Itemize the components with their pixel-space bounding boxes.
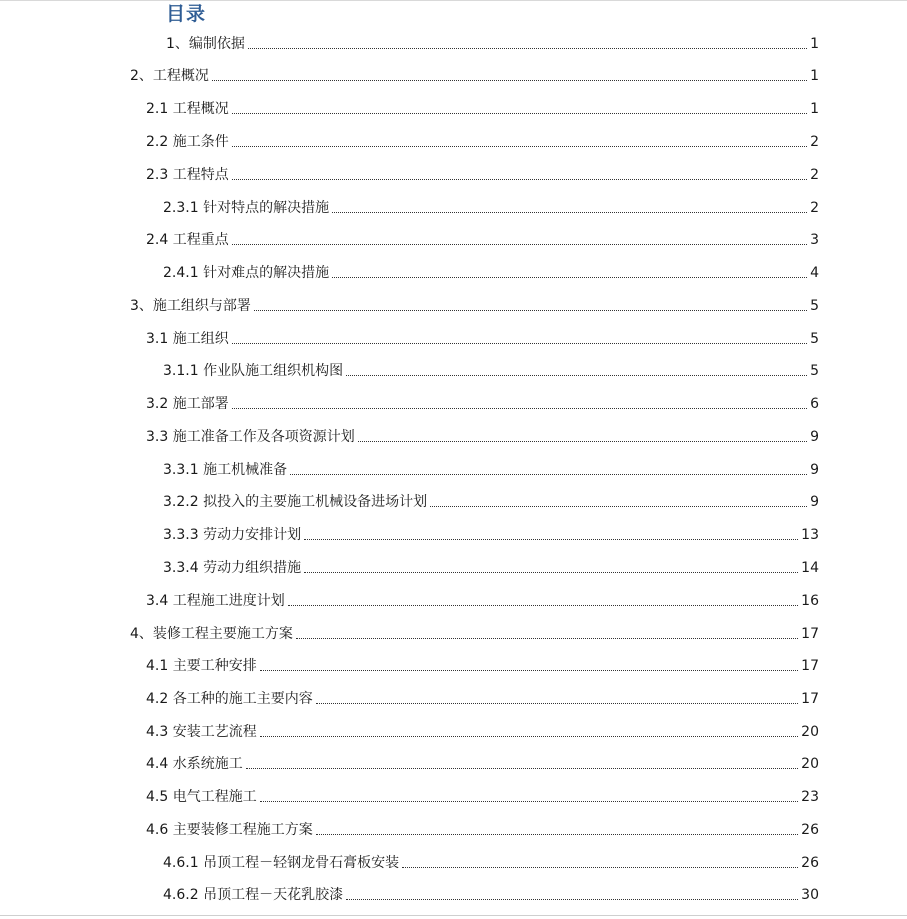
toc-entry[interactable] <box>166 33 819 53</box>
toc-entry-label: 2.3.1 针对特点的解决措施 <box>163 200 330 216</box>
toc-entry-page: 9 <box>810 494 819 510</box>
toc-entry-label: 3、施工组织与部署 <box>130 298 251 314</box>
toc-entry-page: 2 <box>810 134 819 150</box>
dot-leader <box>288 605 798 606</box>
toc-entry-page: 26 <box>801 855 819 871</box>
toc-entry-label: 4.3 安装工艺流程 <box>146 724 257 740</box>
dot-leader <box>316 703 798 704</box>
toc-entry-page: 2 <box>810 200 819 216</box>
toc-entry[interactable] <box>163 884 819 904</box>
toc-entry-page: 26 <box>801 822 819 838</box>
dot-leader <box>304 539 798 540</box>
toc-entry-page: 9 <box>810 429 819 445</box>
toc-entry-label: 3.3.3 劳动力安排计划 <box>163 527 302 543</box>
toc-entry-page: 17 <box>801 626 819 642</box>
toc-entry[interactable] <box>146 688 819 708</box>
dot-leader <box>232 343 807 344</box>
toc-entry[interactable] <box>130 295 819 315</box>
dot-leader <box>332 277 807 278</box>
dot-leader <box>290 474 807 475</box>
toc-entry-label: 3.3.4 劳动力组织措施 <box>163 560 302 576</box>
dot-leader <box>260 801 798 802</box>
toc-entry-label: 4.4 水系统施工 <box>146 756 243 772</box>
toc-entry-label: 4.6 主要装修工程施工方案 <box>146 822 313 838</box>
dot-leader <box>254 310 807 311</box>
toc-entry-page: 17 <box>801 691 819 707</box>
toc-entry-page: 16 <box>801 593 819 609</box>
toc-entry-label: 4、装修工程主要施工方案 <box>130 626 293 642</box>
toc-entry-label: 2.3 工程特点 <box>146 167 229 183</box>
toc-entry-page: 30 <box>801 887 819 903</box>
toc-entry[interactable] <box>163 557 819 577</box>
toc-entry[interactable] <box>146 590 819 610</box>
toc-entry-label: 3.2.2 拟投入的主要施工机械设备进场计划 <box>163 494 428 510</box>
dot-leader <box>232 408 807 409</box>
dot-leader <box>246 768 798 769</box>
dot-leader <box>232 244 807 245</box>
toc-entry-page: 5 <box>810 298 819 314</box>
toc-entry-label: 4.5 电气工程施工 <box>146 789 257 805</box>
toc-entry-page: 1 <box>810 68 819 84</box>
dot-leader <box>212 80 807 81</box>
dot-leader <box>332 212 807 213</box>
toc-entry[interactable] <box>146 98 819 118</box>
toc-entry-label: 3.3.1 施工机械准备 <box>163 462 288 478</box>
toc-entry-label: 1、编制依据 <box>166 36 245 52</box>
toc-entry-label: 3.2 施工部署 <box>146 396 229 412</box>
toc-entry-page: 1 <box>810 101 819 117</box>
toc-entry-page: 4 <box>810 265 819 281</box>
toc-entry[interactable] <box>146 721 819 741</box>
toc-entry[interactable] <box>146 131 819 151</box>
dot-leader <box>304 572 798 573</box>
toc-entry-label: 4.6.1 吊顶工程－轻钢龙骨石膏板安装 <box>163 855 400 871</box>
toc-entry-page: 23 <box>801 789 819 805</box>
toc-entry-page: 5 <box>810 363 819 379</box>
page-bottom-divider <box>0 915 907 916</box>
toc-entry[interactable] <box>163 197 819 217</box>
toc-entry-page: 20 <box>801 756 819 772</box>
toc-entry[interactable] <box>163 524 819 544</box>
toc-entry[interactable] <box>163 262 819 282</box>
toc-entry[interactable] <box>130 65 819 85</box>
toc-entry-label: 2.4.1 针对难点的解决措施 <box>163 265 330 281</box>
toc-entry-page: 3 <box>810 232 819 248</box>
toc-entry-label: 2.1 工程概况 <box>146 101 229 117</box>
toc-entry-page: 9 <box>810 462 819 478</box>
dot-leader <box>232 146 807 147</box>
toc-entry-label: 3.3 施工准备工作及各项资源计划 <box>146 429 355 445</box>
toc-entry-page: 20 <box>801 724 819 740</box>
toc-entry[interactable] <box>146 229 819 249</box>
dot-leader <box>430 506 807 507</box>
toc-entry[interactable] <box>146 786 819 806</box>
toc-entry[interactable] <box>163 459 819 479</box>
toc-entry-label: 2.2 施工条件 <box>146 134 229 150</box>
toc-entry-page: 1 <box>810 36 819 52</box>
toc-entry-page: 14 <box>801 560 819 576</box>
toc-entry[interactable] <box>146 426 819 446</box>
dot-leader <box>248 48 807 49</box>
toc-entry[interactable] <box>146 393 819 413</box>
toc-entry-page: 5 <box>810 331 819 347</box>
toc-entry-label: 4.6.2 吊顶工程－天花乳胶漆 <box>163 887 344 903</box>
dot-leader <box>260 736 798 737</box>
toc-entry[interactable] <box>163 852 819 872</box>
toc-entry-label: 2、工程概况 <box>130 68 209 84</box>
toc-entry[interactable] <box>163 491 819 511</box>
toc-entry-label: 3.1 施工组织 <box>146 331 229 347</box>
toc-entry[interactable] <box>130 623 819 643</box>
toc-title: 目录 <box>166 3 207 25</box>
toc-entry-page: 6 <box>810 396 819 412</box>
toc-entry-page: 2 <box>810 167 819 183</box>
dot-leader <box>232 113 807 114</box>
dot-leader <box>232 179 807 180</box>
toc-entry-label: 3.1.1 作业队施工组织机构图 <box>163 363 344 379</box>
toc-entry-page: 17 <box>801 658 819 674</box>
toc-entry-label: 4.1 主要工种安排 <box>146 658 257 674</box>
dot-leader <box>346 899 798 900</box>
dot-leader <box>346 375 807 376</box>
toc-entry[interactable] <box>146 753 819 773</box>
toc-entry-label: 3.4 工程施工进度计划 <box>146 593 285 609</box>
toc-entry-page: 13 <box>801 527 819 543</box>
toc-entry[interactable] <box>146 819 819 839</box>
toc-entry[interactable] <box>146 655 819 675</box>
dot-leader <box>260 670 798 671</box>
dot-leader <box>402 867 798 868</box>
toc-entry[interactable] <box>146 164 819 184</box>
toc-entry-label: 2.4 工程重点 <box>146 232 229 248</box>
toc-entry-label: 4.2 各工种的施工主要内容 <box>146 691 313 707</box>
toc-entry[interactable] <box>146 328 819 348</box>
toc-entry[interactable] <box>163 360 819 380</box>
dot-leader <box>358 441 807 442</box>
dot-leader <box>316 834 798 835</box>
dot-leader <box>296 638 798 639</box>
